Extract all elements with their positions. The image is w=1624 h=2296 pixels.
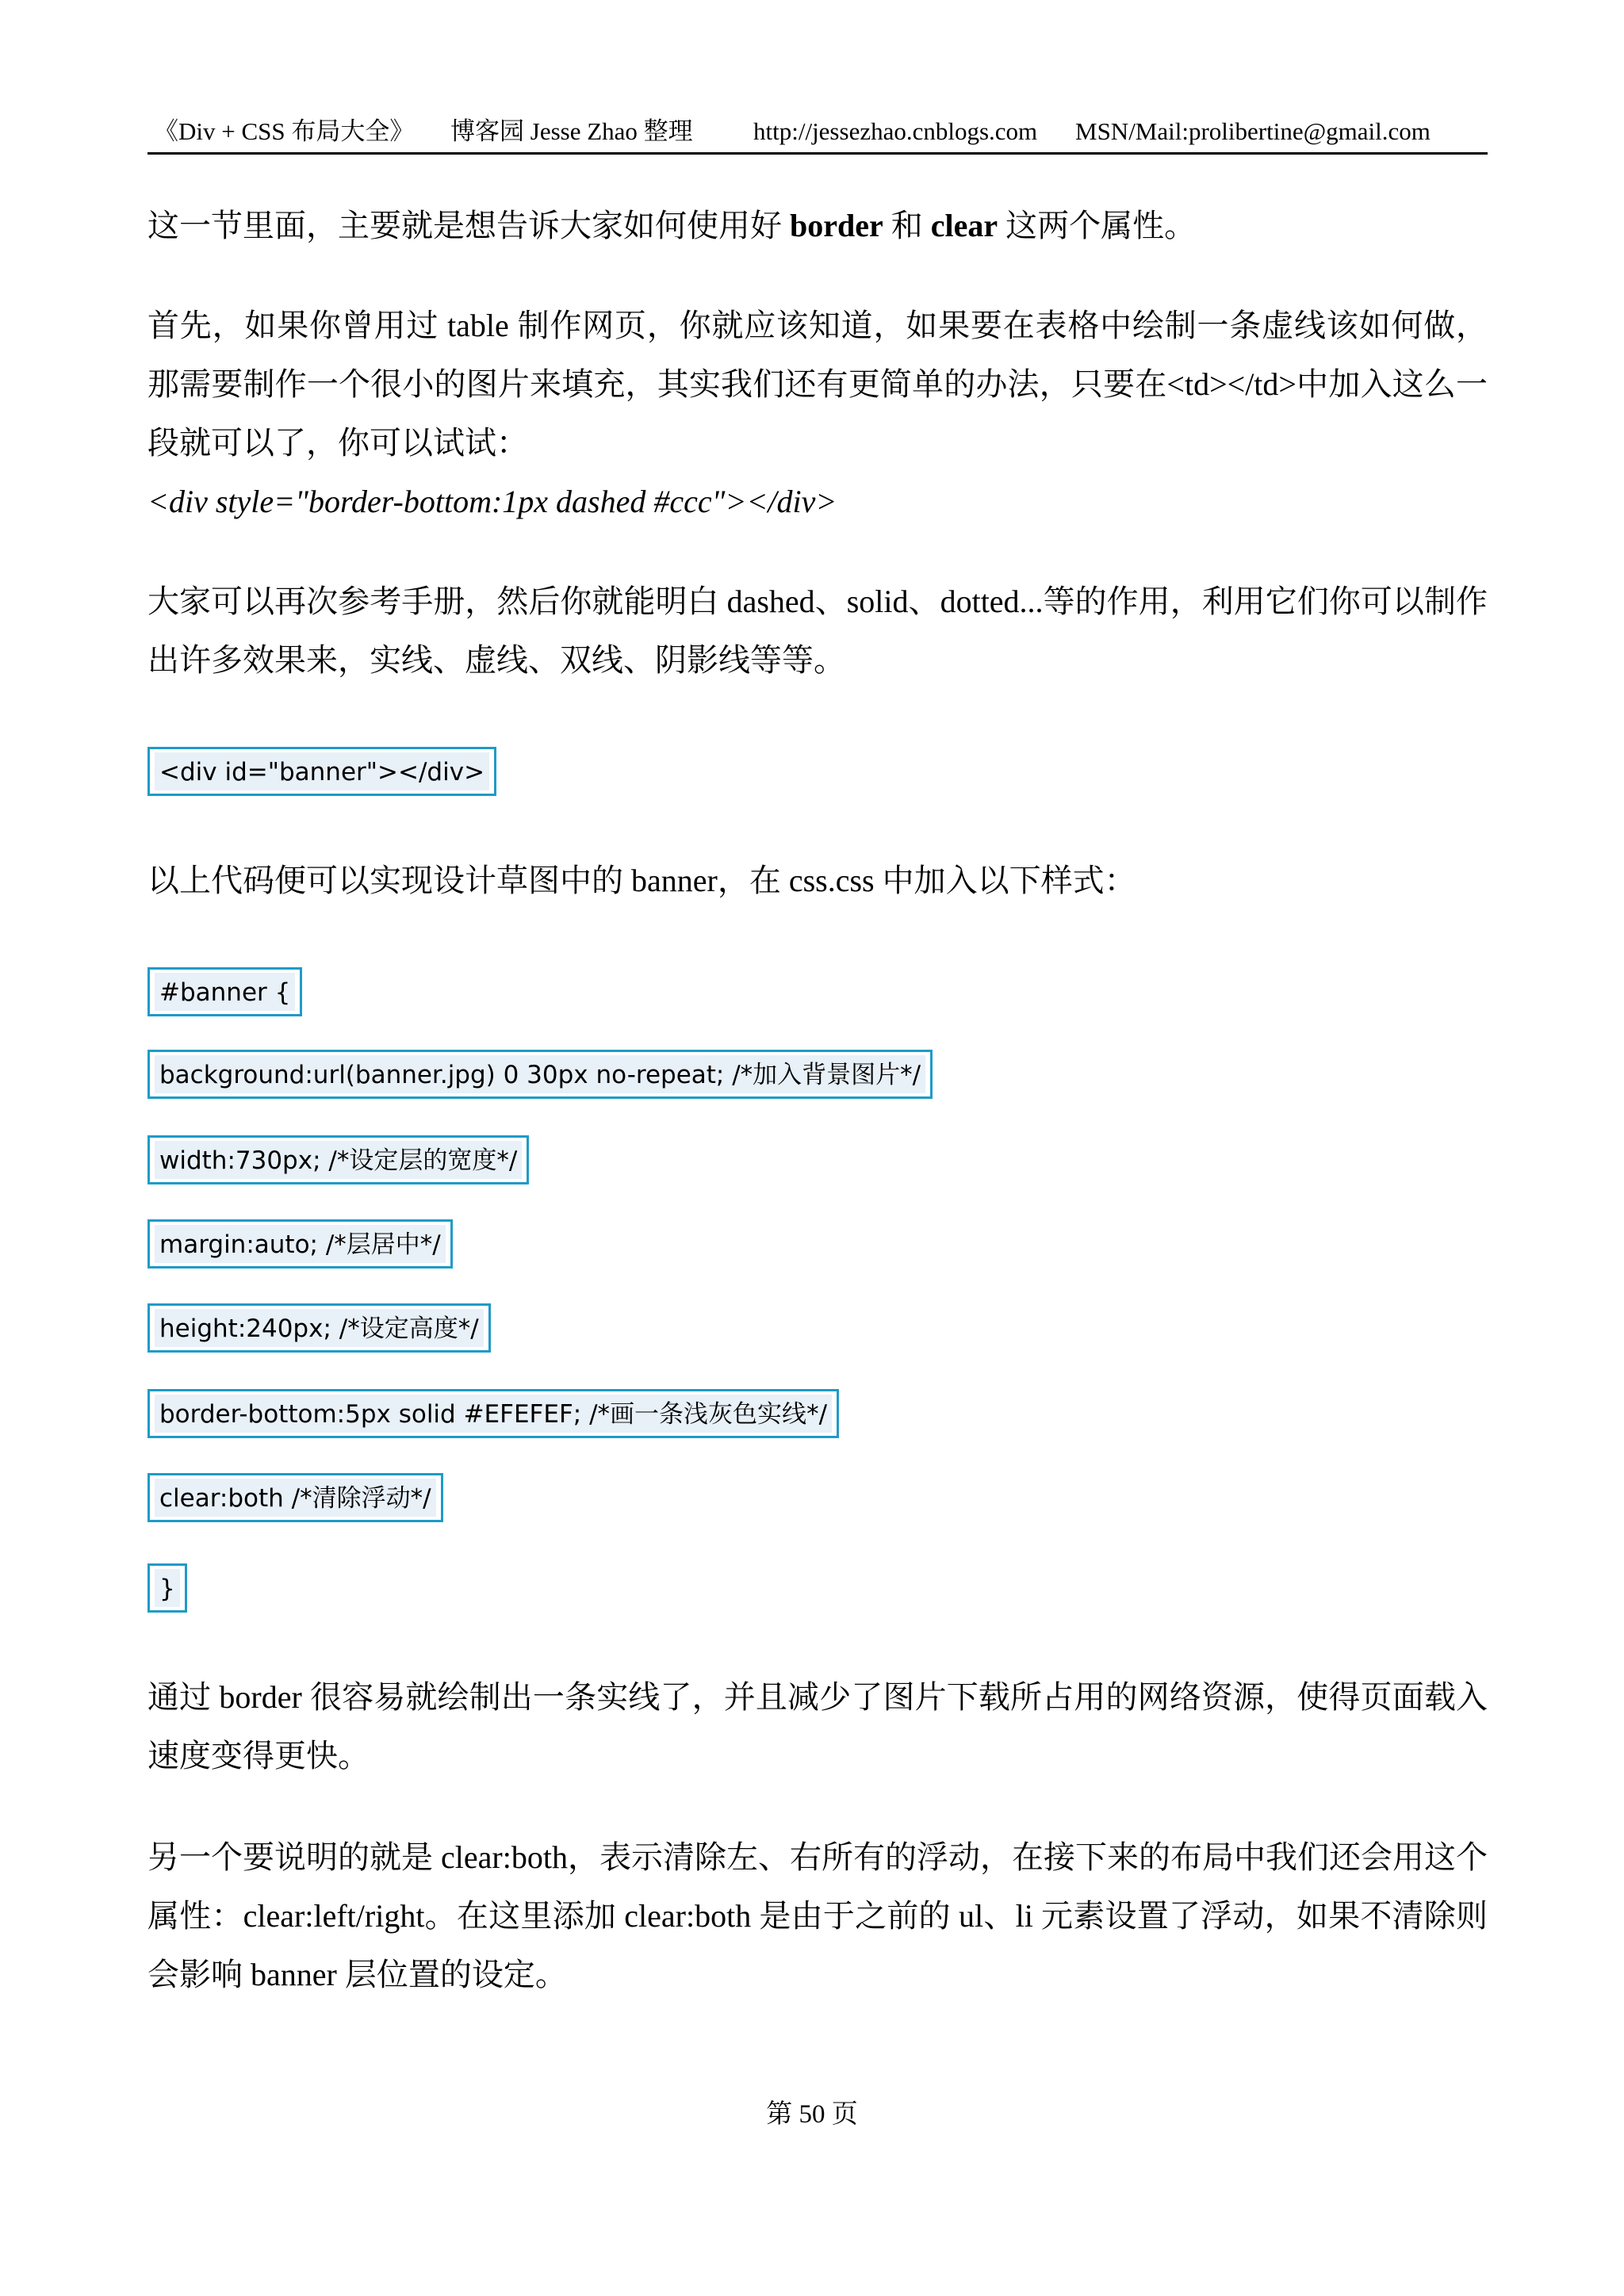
css-background-comment: 加入背景图片 bbox=[753, 1061, 901, 1089]
css-border-bottom-code: border-bottom:5px solid #EFEFEF; /* bbox=[159, 1400, 611, 1429]
code-box-css-background bbox=[147, 1050, 933, 1099]
code-box-css-height bbox=[147, 1303, 491, 1353]
css-close: } bbox=[155, 1569, 180, 1607]
page-header bbox=[147, 111, 1488, 155]
code-box-css-width bbox=[147, 1135, 529, 1184]
css-open: #banner { bbox=[155, 973, 295, 1011]
css-comment-end: */ bbox=[410, 1484, 431, 1513]
intro-bold-border: border bbox=[790, 208, 883, 243]
css-border-bottom-comment: 画一条浅灰色实线 bbox=[610, 1400, 807, 1428]
css-background-code: background:url(banner.jpg) 0 30px no-repeat; /* bbox=[159, 1061, 753, 1089]
code-box-banner-div bbox=[147, 747, 496, 796]
code-box-css-clear bbox=[147, 1473, 443, 1522]
css-line-background bbox=[155, 1055, 925, 1093]
code-box-css-border-bottom bbox=[147, 1389, 839, 1438]
paragraph-intro bbox=[147, 197, 1488, 255]
css-line-width bbox=[155, 1141, 522, 1179]
code-box-css-margin bbox=[147, 1219, 453, 1269]
intro-text-d: 这两个属性。 bbox=[998, 208, 1197, 243]
page-number: 第 50 页 bbox=[766, 2100, 858, 2129]
header-mail: MSN/Mail:prolibertine@gmail.com bbox=[1075, 117, 1431, 145]
css-line-margin bbox=[155, 1225, 446, 1263]
code-banner-div: <div id="banner"></div> bbox=[155, 752, 489, 790]
css-comment-end: */ bbox=[458, 1314, 479, 1343]
header-title: 《Div + CSS 布局大全》 bbox=[154, 117, 415, 145]
css-margin-comment: 层居中 bbox=[346, 1230, 420, 1258]
intro-text-a: 这一节里面，主要就是想告诉大家如何使用好 bbox=[147, 208, 790, 243]
paragraph-clear-both: 另一个要说明的就是 clear:both，表示清除左、右所有的浮动，在接下来的布局中我们还会用这个属性：clear:left/right。在这里添加 clear:both 是由于之前的 ul、li 元素设置了浮动，如果不清除则会影响 banner 层位置的设定。 bbox=[147, 1839, 1488, 1992]
css-clear-code: clear:both /* bbox=[159, 1484, 312, 1513]
css-height-comment: 设定高度 bbox=[359, 1314, 458, 1342]
css-line-border-bottom bbox=[155, 1395, 832, 1433]
css-comment-end: */ bbox=[900, 1061, 921, 1089]
css-width-comment: 设定层的宽度 bbox=[349, 1146, 497, 1174]
paragraph-table-dashed: 首先，如果你曾用过 table 制作网页，你就应该知道，如果要在表格中绘制一条虚线该如何做，那需要制作一个很小的图片来填充，其实我们还有更简单的办法，只要在<td></td>中加入这么一段就可以了，你可以试试： bbox=[147, 308, 1488, 461]
css-width-code: width:730px; /* bbox=[159, 1146, 350, 1175]
paragraph-border-styles: 大家可以再次参考手册，然后你就能明白 dashed、solid、dotted...等的作用，利用它们你可以制作出许多效果来，实线、虚线、双线、阴影线等等。 bbox=[147, 584, 1488, 678]
code-box-css-close bbox=[147, 1563, 187, 1613]
css-comment-end: */ bbox=[419, 1230, 441, 1259]
code-box-css-open bbox=[147, 967, 302, 1016]
css-comment-end: */ bbox=[806, 1400, 828, 1429]
css-clear-comment: 清除浮动 bbox=[312, 1484, 411, 1512]
paragraph-border-benefit: 通过 border 很容易就绘制出一条实线了，并且减少了图片下载所占用的网络资源，使得页面载入速度变得更快。 bbox=[147, 1679, 1488, 1774]
header-site: 博客园 Jesse Zhao 整理 bbox=[450, 117, 693, 145]
header-url: http://jessezhao.cnblogs.com bbox=[753, 117, 1038, 145]
css-line-height bbox=[155, 1309, 484, 1347]
inline-code-dashed-div: <div style="border-bottom:1px dashed #ccc"></div> bbox=[147, 484, 837, 519]
css-comment-end: */ bbox=[496, 1146, 518, 1175]
paragraph-banner-css: 以上代码便可以实现设计草图中的 banner，在 css.css 中加入以下样式： bbox=[147, 863, 1136, 898]
css-line-clear bbox=[155, 1479, 436, 1517]
css-margin-code: margin:auto; /* bbox=[159, 1230, 347, 1259]
css-height-code: height:240px; /* bbox=[159, 1314, 360, 1343]
intro-bold-clear: clear bbox=[930, 208, 998, 243]
intro-text-c: 和 bbox=[883, 208, 931, 243]
